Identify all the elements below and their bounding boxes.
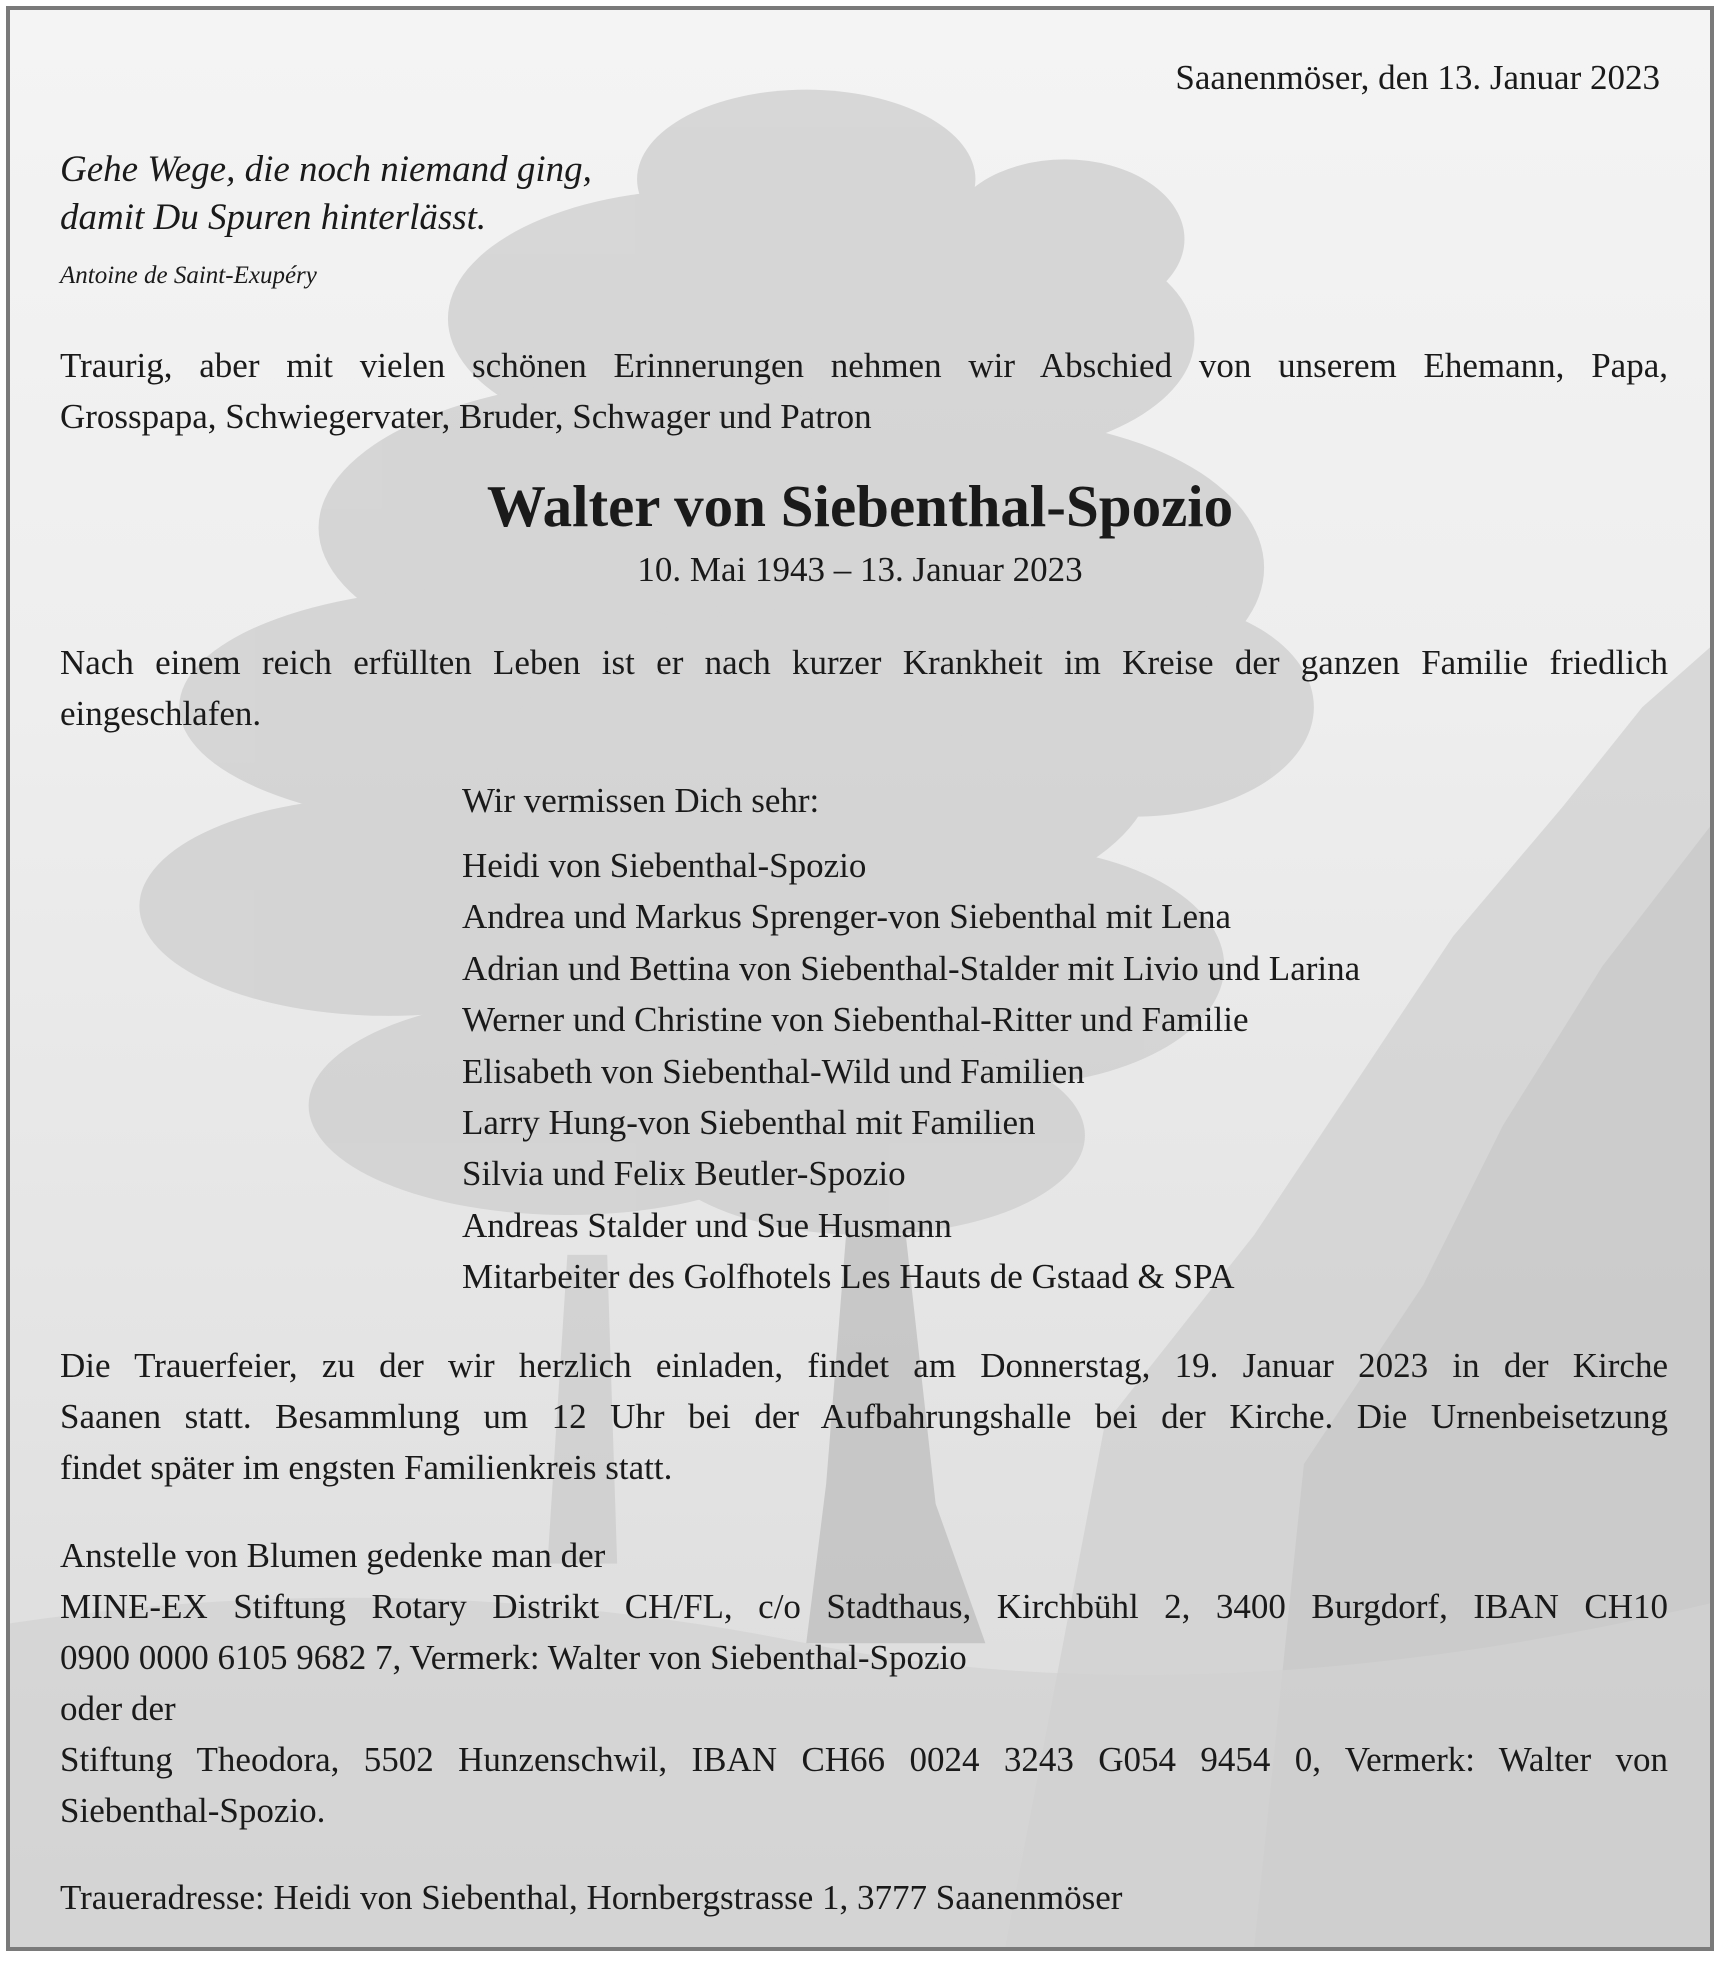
passing-paragraph <box>60 637 1668 739</box>
donations-line: oder der <box>60 1689 176 1728</box>
deceased-name: Walter von Siebenthal-Spozio <box>486 473 1234 539</box>
service-line: Saanen statt. Besammlung um 12 Uhr bei der Aufbahrungshalle bei der Kirche. Die Urnenbeisetzung <box>60 1397 1668 1436</box>
donations-line: Siebenthal-Spozio. <box>60 1791 326 1830</box>
mourner-name: Adrian und Bettina von Siebenthal-Stalder mit Livio und Larina <box>462 948 1361 988</box>
quote <box>60 146 592 242</box>
quote-line: damit Du Spuren hinterlässt. <box>60 197 487 238</box>
donations-paragraph <box>60 1530 1668 1836</box>
donations-line: Stiftung Theodora, 5502 Hunzenschwil, IBAN CH66 0024 3243 G054 9454 0, Vermerk: Walter von <box>60 1740 1668 1779</box>
mourner-name: Mitarbeiter des Golfhotels Les Hauts de Gstaad & SPA <box>462 1257 1235 1297</box>
mourner-name: Larry Hung-von Siebenthal mit Familien <box>462 1103 1036 1143</box>
service-line: Die Trauerfeier, zu der wir herzlich einladen, findet am Donnerstag, 19. Januar 2023 in der Kirche <box>60 1346 1668 1385</box>
passing-line: eingeschlafen. <box>60 694 262 733</box>
quote-line: Gehe Wege, die noch niemand ging, <box>60 149 592 190</box>
service-paragraph <box>60 1340 1668 1493</box>
mourner-name: Silvia und Felix Beutler-Spozio <box>462 1154 906 1194</box>
donations-line: 0900 0000 6105 9682 7, Vermerk: Walter von Siebenthal-Spozio <box>60 1638 967 1677</box>
mourning-address: Traueradresse: Heidi von Siebenthal, Hornbergstrasse 1, 3777 Saanenmöser <box>60 1878 1123 1917</box>
passing-line: Nach einem reich erfüllten Leben ist er nach kurzer Krankheit im Kreise der ganzen Familie friedlich <box>60 643 1668 682</box>
mourner-name: Elisabeth von Siebenthal-Wild und Familien <box>462 1051 1085 1091</box>
mourners-list <box>462 840 1360 1303</box>
intro-line: Grosspapa, Schwiegervater, Bruder, Schwager und Patron <box>60 397 872 436</box>
mourner-name: Werner und Christine von Siebenthal-Ritter und Familie <box>462 1000 1249 1040</box>
place-date: Saanenmöser, den 13. Januar 2023 <box>1175 58 1660 97</box>
life-dates: 10. Mai 1943 – 13. Januar 2023 <box>637 550 1083 589</box>
mourner-name: Andreas Stalder und Sue Husmann <box>462 1205 952 1245</box>
mourner-name: Andrea und Markus Sprenger-von Siebenthal mit Lena <box>462 897 1232 937</box>
mourner-name: Heidi von Siebenthal-Spozio <box>462 846 867 885</box>
mourners-heading: Wir vermissen Dich sehr: <box>462 781 820 820</box>
donations-line: MINE-EX Stiftung Rotary Distrikt CH/FL, c/o Stadthaus, Kirchbühl 2, 3400 Burgdorf, IBAN CH10 <box>60 1587 1668 1626</box>
intro-paragraph <box>60 340 1668 442</box>
donations-line: Anstelle von Blumen gedenke man der <box>60 1536 606 1575</box>
obituary-content <box>10 10 1710 1947</box>
obituary-card <box>6 6 1714 1951</box>
service-line: findet später im engsten Familienkreis statt. <box>60 1448 673 1487</box>
quote-author: Antoine de Saint-Exupéry <box>60 262 317 289</box>
intro-line: Traurig, aber mit vielen schönen Erinnerungen nehmen wir Abschied von unserem Ehemann, Papa, <box>60 346 1668 385</box>
